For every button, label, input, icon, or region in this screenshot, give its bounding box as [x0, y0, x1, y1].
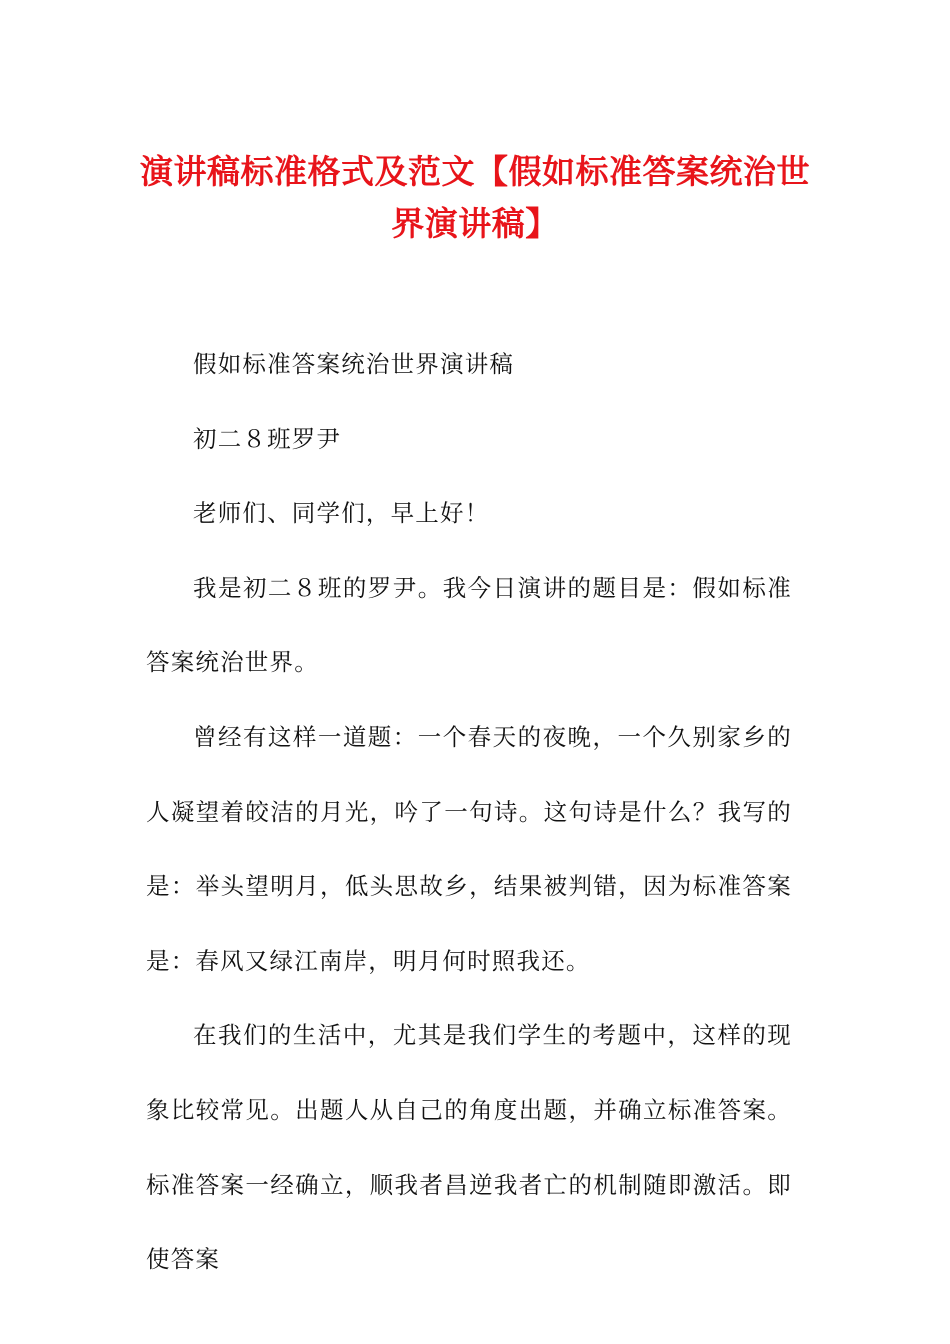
- paragraph-poem-example: 曾经有这样一道题：一个春天的夜晚，一个久别家乡的人凝望着皎洁的月光，吟了一句诗。这句诗是什么？我写的是：举头望明月，低头思故乡，结果被判错，因为标准答案是：春风又绿江南岸，明月何时照我还。: [146, 722, 792, 975]
- document-body: [146, 327, 792, 1297]
- paragraph-observation: 在我们的生活中，尤其是我们学生的考题中，这样的现象比较常见。出题人从自己的角度出题，并确立标准答案。标准答案一经确立，顺我者昌逆我者亡的机制随即激活。即使答案: [146, 1021, 792, 1274]
- paragraph-speech-title: 假如标准答案统治世界演讲稿: [193, 350, 515, 378]
- document-title: 演讲稿标准格式及范文【假如标准答案统治世界演讲稿】: [140, 152, 810, 243]
- paragraph-introduction: 我是初二８班的罗尹。我今日演讲的题目是：假如标准答案统治世界。: [146, 573, 792, 677]
- paragraph-greeting: 老师们、同学们，早上好！: [193, 499, 490, 528]
- paragraph-author: 初二８班罗尹: [193, 424, 342, 453]
